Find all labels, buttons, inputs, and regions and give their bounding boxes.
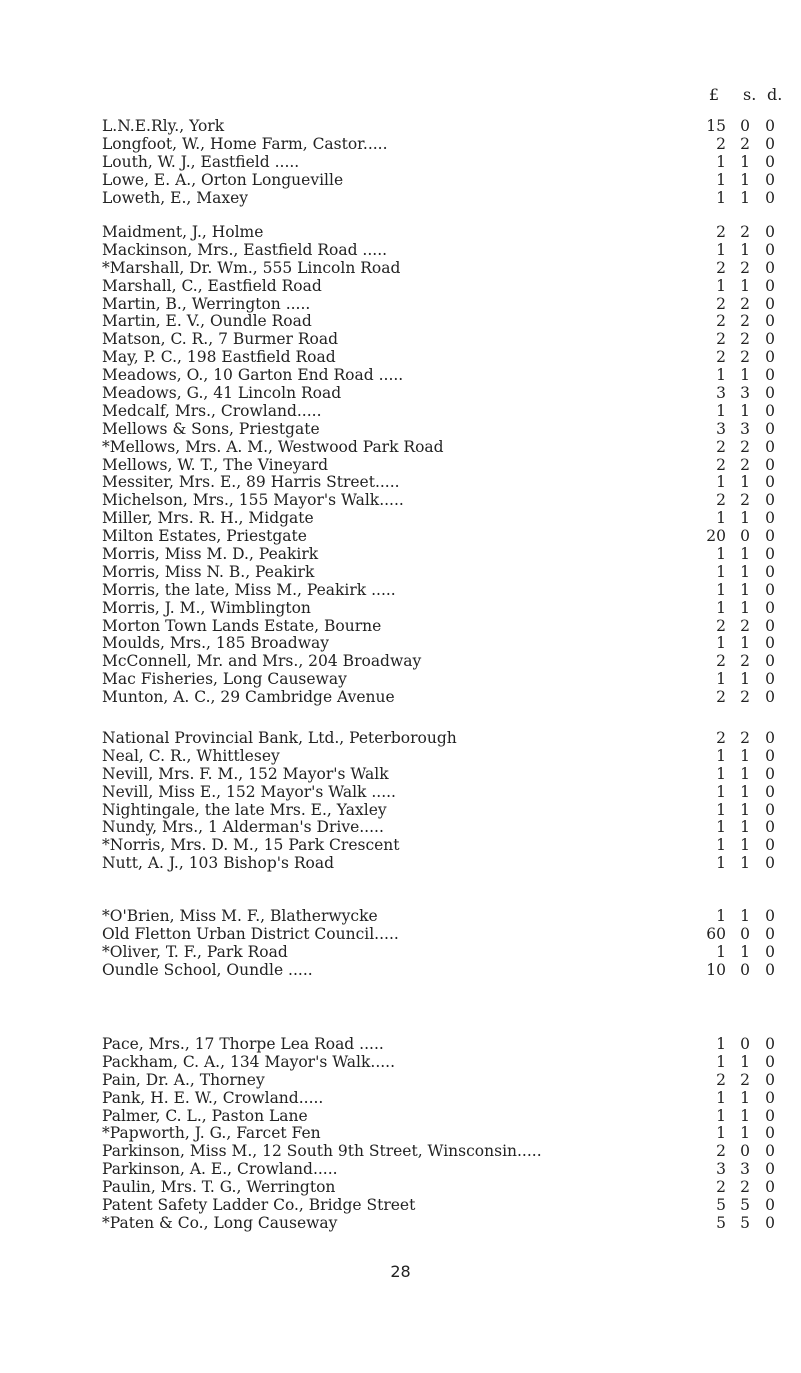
list-item — [0, 421, 801, 439]
list-item — [0, 385, 801, 403]
list-item — [0, 1054, 801, 1072]
amount-pence: 0 — [765, 746, 775, 765]
list-item — [0, 1143, 801, 1161]
amount-pounds: 1 — [716, 836, 726, 855]
amount-shillings: 1 — [740, 366, 750, 385]
amount-shillings: 2 — [740, 491, 750, 510]
amount-pounds: 2 — [716, 330, 726, 349]
subscriber-name: Paulin, Mrs. T. G., Werrington — [102, 1178, 336, 1197]
list-item — [0, 600, 801, 618]
list-item — [0, 474, 801, 492]
amount-pence: 0 — [765, 729, 775, 747]
subscriber-name: Maidment, J., Holme — [102, 223, 264, 241]
subscriber-name: *O'Brien, Miss M. F., Blatherwycke — [102, 907, 378, 925]
amount-pounds: 1 — [716, 670, 726, 689]
amount-pence: 0 — [765, 598, 775, 617]
subscriber-name: Mellows, W. T., The Vineyard — [102, 455, 329, 474]
section-o — [0, 908, 801, 980]
amount-pence: 0 — [765, 330, 775, 349]
amount-shillings: 1 — [740, 670, 750, 689]
amount-pounds: 2 — [716, 1070, 726, 1089]
amount-shillings: 1 — [740, 1124, 750, 1143]
subscriber-name: Messiter, Mrs. E., 89 Harris Street..... — [102, 473, 400, 492]
list-item — [0, 766, 801, 784]
list-item — [0, 260, 801, 278]
subscriber-name: Nevill, Mrs. F. M., 152 Mayor's Walk — [102, 764, 389, 783]
amount-shillings: 1 — [740, 401, 750, 420]
subscriber-name: Palmer, C. L., Paston Lane — [102, 1106, 308, 1125]
shillings-header: s. — [743, 85, 757, 104]
amount-shillings: 1 — [740, 276, 750, 295]
amount-pounds: 2 — [716, 729, 726, 747]
amount-pence: 0 — [765, 509, 775, 528]
subscriber-name: Louth, W. J., Eastfield ..... — [102, 152, 300, 171]
amount-shillings: 1 — [740, 1106, 750, 1125]
amount-shillings: 2 — [740, 348, 750, 367]
section-l — [0, 118, 801, 207]
list-item — [0, 618, 801, 636]
list-item — [0, 367, 801, 385]
amount-pence: 0 — [765, 800, 775, 819]
amount-pounds: 1 — [716, 598, 726, 617]
list-item — [0, 528, 801, 546]
amount-pence: 0 — [765, 782, 775, 801]
list-item — [0, 1090, 801, 1108]
amount-pounds: 1 — [716, 634, 726, 653]
amount-shillings: 1 — [740, 836, 750, 855]
amount-pence: 0 — [765, 616, 775, 635]
subscriber-name: Mac Fisheries, Long Causeway — [102, 670, 347, 689]
amount-pounds: 2 — [716, 688, 726, 707]
amount-pence: 0 — [765, 1142, 775, 1161]
amount-shillings: 2 — [740, 437, 750, 456]
amount-pence: 0 — [765, 818, 775, 837]
list-item — [0, 1215, 801, 1233]
list-item — [0, 118, 801, 136]
list-item — [0, 296, 801, 314]
list-item — [0, 1197, 801, 1215]
list-item — [0, 457, 801, 475]
amount-pounds: 1 — [716, 366, 726, 385]
amount-pounds: 3 — [716, 419, 726, 438]
list-item — [0, 748, 801, 766]
amount-pence: 0 — [765, 366, 775, 385]
amount-pence: 0 — [765, 240, 775, 259]
amount-shillings: 1 — [740, 800, 750, 819]
amount-shillings: 0 — [740, 960, 750, 979]
amount-shillings: 2 — [740, 455, 750, 474]
list-item — [0, 242, 801, 260]
list-item — [0, 1072, 801, 1090]
subscriber-name: Morris, the late, Miss M., Peakirk ..... — [102, 580, 396, 599]
subscriber-name: Nundy, Mrs., 1 Alderman's Drive..... — [102, 818, 384, 837]
amount-pence: 0 — [765, 836, 775, 855]
amount-pounds: 60 — [706, 924, 726, 943]
amount-pounds: 1 — [716, 152, 726, 171]
amount-pounds: 3 — [716, 384, 726, 403]
amount-shillings: 1 — [740, 764, 750, 783]
amount-pence: 0 — [765, 348, 775, 367]
amount-pence: 0 — [765, 170, 775, 189]
amount-pounds: 2 — [716, 312, 726, 331]
amount-shillings: 1 — [740, 854, 750, 873]
amount-pence: 0 — [765, 419, 775, 438]
amount-pence: 0 — [765, 1196, 775, 1215]
subscriber-name: Loweth, E., Maxey — [102, 188, 249, 207]
subscriber-name: Morris, Miss N. B., Peakirk — [102, 562, 315, 581]
amount-pounds: 1 — [716, 562, 726, 581]
amount-pounds: 5 — [716, 1196, 726, 1215]
amount-shillings: 1 — [740, 240, 750, 259]
subscriber-name: *Marshall, Dr. Wm., 555 Lincoln Road — [102, 258, 401, 277]
list-item — [0, 730, 801, 748]
list-item — [0, 1036, 801, 1054]
amount-pounds: 1 — [716, 1052, 726, 1071]
amount-pounds: 1 — [716, 800, 726, 819]
subscriber-name: Miller, Mrs. R. H., Midgate — [102, 509, 314, 528]
list-item — [0, 653, 801, 671]
amount-pounds: 2 — [716, 258, 726, 277]
amount-pence: 0 — [765, 437, 775, 456]
amount-pounds: 2 — [716, 652, 726, 671]
list-item — [0, 582, 801, 600]
amount-shillings: 2 — [740, 312, 750, 331]
amount-pounds: 2 — [716, 455, 726, 474]
amount-shillings: 2 — [740, 729, 750, 747]
list-item — [0, 689, 801, 707]
list-item — [0, 908, 801, 926]
amount-pounds: 1 — [716, 545, 726, 564]
amount-shillings: 2 — [740, 652, 750, 671]
amount-pounds: 1 — [716, 276, 726, 295]
amount-pounds: 1 — [716, 907, 726, 925]
amount-pounds: 1 — [716, 782, 726, 801]
list-item — [0, 819, 801, 837]
page-number: 28 — [390, 1262, 411, 1281]
subscriber-name: Packham, C. A., 134 Mayor's Walk..... — [102, 1052, 396, 1071]
amount-shillings: 1 — [740, 170, 750, 189]
amount-shillings: 1 — [740, 509, 750, 528]
amount-shillings: 1 — [740, 942, 750, 961]
amount-shillings: 2 — [740, 1178, 750, 1197]
pounds-header: £ — [708, 85, 720, 104]
amount-shillings: 1 — [740, 1088, 750, 1107]
amount-shillings: 1 — [740, 152, 750, 171]
amount-pounds: 1 — [716, 818, 726, 837]
list-item — [0, 926, 801, 944]
amount-pence: 0 — [765, 1035, 775, 1053]
amount-pence: 0 — [765, 1070, 775, 1089]
amount-pounds: 2 — [716, 1178, 726, 1197]
amount-pounds: 2 — [716, 294, 726, 313]
amount-pence: 0 — [765, 562, 775, 581]
amount-pence: 0 — [765, 652, 775, 671]
subscriber-name: Munton, A. C., 29 Cambridge Avenue — [102, 688, 395, 707]
subscriber-name: *Norris, Mrs. D. M., 15 Park Crescent — [102, 836, 400, 855]
subscriber-name: Nightingale, the late Mrs. E., Yaxley — [102, 800, 387, 819]
list-item — [0, 278, 801, 296]
amount-shillings: 1 — [740, 580, 750, 599]
subscriber-name: McConnell, Mr. and Mrs., 204 Broadway — [102, 652, 422, 671]
subscriber-name: *Papworth, J. G., Farcet Fen — [102, 1124, 321, 1143]
amount-shillings: 0 — [740, 924, 750, 943]
list-item — [0, 855, 801, 873]
list-item — [0, 635, 801, 653]
subscriber-name: Longfoot, W., Home Farm, Castor..... — [102, 134, 388, 153]
amount-pence: 0 — [765, 907, 775, 925]
amount-shillings: 5 — [740, 1196, 750, 1215]
amount-pence: 0 — [765, 942, 775, 961]
amount-pounds: 1 — [716, 942, 726, 961]
amount-shillings: 1 — [740, 1052, 750, 1071]
amount-pence: 0 — [765, 1052, 775, 1071]
amount-pence: 0 — [765, 491, 775, 510]
subscriber-name: May, P. C., 198 Eastfield Road — [102, 348, 336, 367]
subscriber-name: L.N.E.Rly., York — [102, 117, 225, 135]
amount-pounds: 1 — [716, 764, 726, 783]
amount-pounds: 2 — [716, 616, 726, 635]
amount-pence: 0 — [765, 258, 775, 277]
amount-pounds: 1 — [716, 580, 726, 599]
amount-pounds: 1 — [716, 473, 726, 492]
amount-shillings: 3 — [740, 1160, 750, 1179]
subscriber-name: National Provincial Bank, Ltd., Peterborough — [102, 729, 457, 747]
amount-pounds: 2 — [716, 1142, 726, 1161]
amount-shillings: 2 — [740, 616, 750, 635]
subscriber-name: Milton Estates, Priestgate — [102, 527, 307, 546]
subscriber-name: Parkinson, A. E., Crowland..... — [102, 1160, 338, 1179]
subscriber-name: *Mellows, Mrs. A. M., Westwood Park Road — [102, 437, 444, 456]
amount-pounds: 2 — [716, 491, 726, 510]
amount-pence: 0 — [765, 527, 775, 546]
subscriber-name: Morris, J. M., Wimblington — [102, 598, 311, 617]
section-p — [0, 1036, 801, 1233]
amount-pence: 0 — [765, 117, 775, 135]
amount-pounds: 2 — [716, 348, 726, 367]
amount-pounds: 1 — [716, 1106, 726, 1125]
list-item — [0, 331, 801, 349]
list-item — [0, 546, 801, 564]
amount-shillings: 2 — [740, 258, 750, 277]
amount-shillings: 2 — [740, 134, 750, 153]
section-n — [0, 730, 801, 873]
amount-shillings: 0 — [740, 1035, 750, 1053]
amount-pence: 0 — [765, 152, 775, 171]
amount-pounds: 1 — [716, 1088, 726, 1107]
subscriber-name: Medcalf, Mrs., Crowland..... — [102, 401, 322, 420]
amount-shillings: 0 — [740, 527, 750, 546]
amount-shillings: 2 — [740, 1070, 750, 1089]
amount-pence: 0 — [765, 384, 775, 403]
list-item — [0, 510, 801, 528]
amount-pence: 0 — [765, 276, 775, 295]
amount-shillings: 1 — [740, 598, 750, 617]
amount-shillings: 1 — [740, 562, 750, 581]
amount-pence: 0 — [765, 924, 775, 943]
amount-pounds: 1 — [716, 854, 726, 873]
subscriber-name: Old Fletton Urban District Council..... — [102, 924, 399, 943]
amount-shillings: 2 — [740, 294, 750, 313]
subscriber-name: Pace, Mrs., 17 Thorpe Lea Road ..... — [102, 1035, 384, 1053]
amount-pounds: 1 — [716, 240, 726, 259]
amount-pence: 0 — [765, 634, 775, 653]
amount-pence: 0 — [765, 688, 775, 707]
list-item — [0, 1179, 801, 1197]
amount-shillings: 1 — [740, 818, 750, 837]
amount-shillings: 1 — [740, 746, 750, 765]
subscriber-name: Parkinson, Miss M., 12 South 9th Street, Winsconsin..... — [102, 1142, 542, 1161]
amount-pounds: 1 — [716, 170, 726, 189]
amount-pence: 0 — [765, 1124, 775, 1143]
amount-pence: 0 — [765, 223, 775, 241]
subscriber-name: *Oliver, T. F., Park Road — [102, 942, 288, 961]
section-m — [0, 224, 801, 707]
amount-pounds: 10 — [706, 960, 726, 979]
list-item — [0, 224, 801, 242]
amount-shillings: 1 — [740, 907, 750, 925]
amount-pence: 0 — [765, 294, 775, 313]
amount-pence: 0 — [765, 473, 775, 492]
amount-pounds: 1 — [716, 746, 726, 765]
list-item — [0, 944, 801, 962]
amount-pounds: 1 — [716, 401, 726, 420]
list-item — [0, 962, 801, 980]
amount-shillings: 0 — [740, 117, 750, 135]
amount-shillings: 1 — [740, 188, 750, 207]
subscriber-name: Pain, Dr. A., Thorney — [102, 1070, 265, 1089]
amount-shillings: 2 — [740, 223, 750, 241]
subscriber-name: Meadows, G., 41 Lincoln Road — [102, 384, 342, 403]
subscriber-name: Neal, C. R., Whittlesey — [102, 746, 280, 765]
subscriber-name: *Paten & Co., Long Causeway — [102, 1213, 338, 1232]
list-item — [0, 1108, 801, 1126]
list-item — [0, 439, 801, 457]
amount-pounds: 1 — [716, 1035, 726, 1053]
amount-shillings: 1 — [740, 545, 750, 564]
amount-pence: 0 — [765, 401, 775, 420]
list-item — [0, 403, 801, 421]
list-item — [0, 492, 801, 510]
amount-shillings: 0 — [740, 1142, 750, 1161]
amount-shillings: 3 — [740, 384, 750, 403]
amount-shillings: 2 — [740, 330, 750, 349]
amount-pounds: 1 — [716, 509, 726, 528]
list-item — [0, 190, 801, 208]
list-item — [0, 564, 801, 582]
list-item — [0, 1161, 801, 1179]
list-item — [0, 154, 801, 172]
amount-pence: 0 — [765, 580, 775, 599]
subscriber-name: Marshall, C., Eastfield Road — [102, 276, 322, 295]
subscriber-name: Moulds, Mrs., 185 Broadway — [102, 634, 329, 653]
subscriber-name: Patent Safety Ladder Co., Bridge Street — [102, 1196, 416, 1215]
list-item — [0, 837, 801, 855]
amount-shillings: 5 — [740, 1213, 750, 1232]
amount-pence: 0 — [765, 960, 775, 979]
amount-pounds: 5 — [716, 1213, 726, 1232]
subscriber-name: Martin, E. V., Oundle Road — [102, 312, 312, 331]
amount-shillings: 1 — [740, 634, 750, 653]
amount-pounds: 2 — [716, 437, 726, 456]
amount-pounds: 3 — [716, 1160, 726, 1179]
subscriber-name: Meadows, O., 10 Garton End Road ..... — [102, 366, 404, 385]
amount-pounds: 2 — [716, 134, 726, 153]
amount-pounds: 15 — [706, 117, 726, 135]
list-item — [0, 671, 801, 689]
amount-pence: 0 — [765, 188, 775, 207]
amount-pence: 0 — [765, 1178, 775, 1197]
amount-pounds: 1 — [716, 188, 726, 207]
amount-pence: 0 — [765, 1088, 775, 1107]
subscriber-name: Nevill, Miss E., 152 Mayor's Walk ..... — [102, 782, 396, 801]
subscriber-name: Pank, H. E. W., Crowland..... — [102, 1088, 324, 1107]
list-item — [0, 136, 801, 154]
amount-pence: 0 — [765, 764, 775, 783]
subscriber-name: Matson, C. R., 7 Burmer Road — [102, 330, 339, 349]
amount-shillings: 1 — [740, 782, 750, 801]
amount-shillings: 2 — [740, 688, 750, 707]
amount-shillings: 3 — [740, 419, 750, 438]
amount-shillings: 1 — [740, 473, 750, 492]
amount-pence: 0 — [765, 1106, 775, 1125]
amount-pence: 0 — [765, 545, 775, 564]
list-item — [0, 172, 801, 190]
amount-pence: 0 — [765, 455, 775, 474]
subscriber-name: Morris, Miss M. D., Peakirk — [102, 545, 319, 564]
subscriber-name: Mackinson, Mrs., Eastfield Road ..... — [102, 240, 388, 259]
amount-pence: 0 — [765, 134, 775, 153]
subscriber-name: Mellows & Sons, Priestgate — [102, 419, 320, 438]
amount-pounds: 20 — [706, 527, 726, 546]
subscriber-name: Nutt, A. J., 103 Bishop's Road — [102, 854, 335, 873]
list-item — [0, 784, 801, 802]
list-item — [0, 1125, 801, 1143]
amount-pounds: 2 — [716, 223, 726, 241]
subscriber-name: Martin, B., Werrington ..... — [102, 294, 311, 313]
currency-header — [694, 85, 801, 107]
amount-pence: 0 — [765, 312, 775, 331]
subscriber-name: Lowe, E. A., Orton Longueville — [102, 170, 344, 189]
list-item — [0, 349, 801, 367]
subscriber-name: Michelson, Mrs., 155 Mayor's Walk..... — [102, 491, 404, 510]
amount-pence: 0 — [765, 670, 775, 689]
list-item — [0, 802, 801, 820]
subscriber-name: Morton Town Lands Estate, Bourne — [102, 616, 382, 635]
amount-pence: 0 — [765, 1213, 775, 1232]
amount-pence: 0 — [765, 854, 775, 873]
pence-header: d. — [767, 85, 783, 104]
amount-pence: 0 — [765, 1160, 775, 1179]
subscriber-name: Oundle School, Oundle ..... — [102, 960, 313, 979]
list-item — [0, 313, 801, 331]
amount-pounds: 1 — [716, 1124, 726, 1143]
